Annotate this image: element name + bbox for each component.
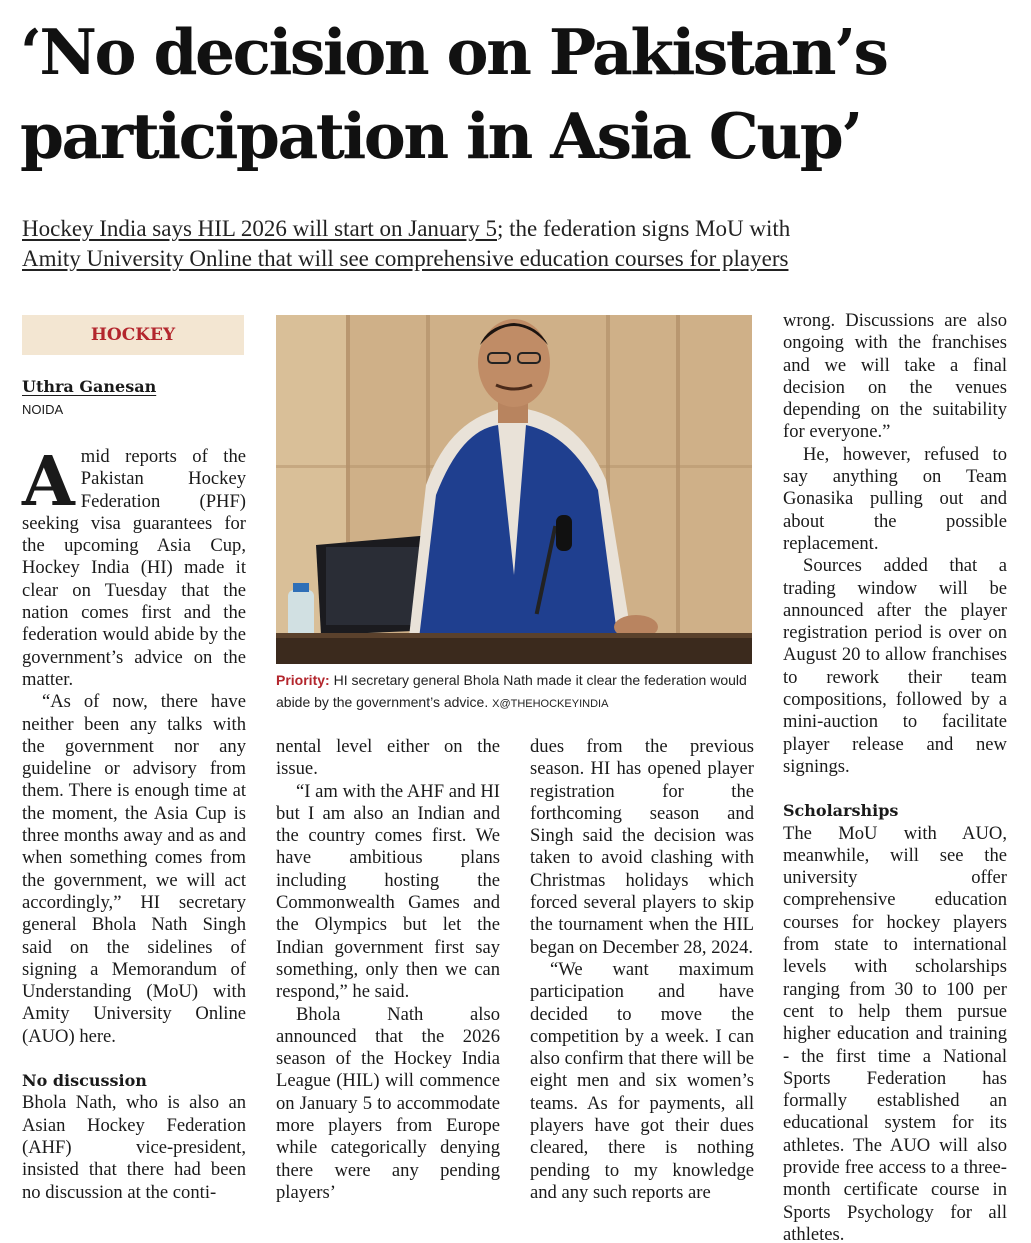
drop-cap: A (22, 442, 75, 522)
body-paragraph: Bhola Nath, who is also an Asian Hockey Federation (AHF) vice-president, insisted that there had been no discussion at the conti- (22, 1092, 246, 1203)
lead-paragraph (22, 442, 246, 691)
dateline: NOIDA (22, 402, 64, 417)
headline-line-2: participation in Asia Cup’ (20, 99, 861, 173)
subhead-no-discussion: No discussion (22, 1071, 147, 1091)
body-paragraph: nental level either on the issue. (276, 736, 500, 780)
article-column-3 (530, 736, 754, 1204)
article-column-1 (22, 442, 246, 1204)
article-column-4 (783, 310, 1007, 1243)
body-paragraph: “As of now, there have neither been any talks with the government nor any guideline or advisory from them. There is enough time at the moment, the Asia Cup is three months away and as and when something comes from the government, we will act accordingly,” HI secretary general Bhola Nath Singh said on the sidelines of signing a Memorandum of Understanding (MoU) with Amity University Online (AUO) here. (22, 691, 246, 1047)
speaker-photo-illustration (276, 315, 752, 664)
photo-caption (276, 669, 758, 715)
caption-text: HI secretary general Bhola Nath made it clear the federation would abide by the government’s advice. (276, 672, 747, 710)
standfirst-underlined: Hockey India says HIL 2026 will start on January 5 (22, 216, 498, 241)
photo-credit: X@THEHOCKEYINDIA (492, 698, 609, 710)
body-paragraph: wrong. Discussions are also ongoing with the franchises and we will take a final decision on the venues depending on the suitability for everyone.” (783, 310, 1007, 443)
standfirst-line-2: Amity University Online that will see comprehensive education courses for players (22, 246, 789, 271)
caption-lead: Priority: (276, 672, 330, 688)
byline: Uthra Ganesan (22, 377, 157, 396)
headline (20, 10, 1020, 178)
body-paragraph: dues from the previous season. HI has opened player registration for the forthcoming season and Singh said the decision was taken to avoid clashing with Christmas holidays which forced several players to skip the tournament when the HIL began on December 28, 2024. (530, 736, 754, 958)
body-paragraph: Sources added that a trading window will be announced after the player registration period is over on August 20 to allow franchises to rework their team compositions, followed by a mini-auction to facilitate player release and new signings. (783, 555, 1007, 777)
headline-line-1: ‘No decision on Pakistan’s (20, 15, 887, 89)
standfirst (22, 214, 1022, 274)
standfirst-rest: ; the federation signs MoU with (497, 216, 791, 241)
section-label: HOCKEY (22, 315, 244, 355)
body-paragraph: The MoU with AUO, meanwhile, will see the university offer comprehensive education courses for hockey players from state to international levels with scholarships ranging from 30 to 100 per cent to help them pursue higher education and training - the first time a National Sports Federation has formally established an educational system for its athletes. The AUO will also provide free access to a three-month certificate course in Sports Psychology for all athletes. (783, 822, 1007, 1243)
body-paragraph: Bhola Nath also announced that the 2026 season of the Hockey India League (HIL) will commence on January 5 to accommodate more players from Europe while categorically denying there were any pending players’ (276, 1003, 500, 1203)
body-paragraph: He, however, refused to say anything on Team Gonasika pulling out and about the possible replacement. (783, 443, 1007, 554)
body-paragraph: “I am with the AHF and HI but I am also an Indian and the country comes first. We have ambitious plans including hosting the Commonwealth Games and the Olympics but let the Indian government first say something, only then we can respond,” he said. (276, 780, 500, 1003)
body-paragraph: “We want maximum participation and have decided to move the competition by a week. I can also confirm that there will be eight men and six women’s teams. As for payments, all players have got their dues cleared, there is nothing pending to my knowledge and any such reports are (530, 958, 754, 1203)
article-photo (276, 315, 752, 664)
subhead-scholarships: Scholarships (783, 801, 899, 821)
article-column-2 (276, 736, 500, 1204)
lead-paragraph-text: mid reports of the Pakistan Hockey Federation (PHF) seeking visa guarantees for the upcoming Asia Cup, Hockey India (HI) made it clear on Tuesday that the nation comes first and the federation would abide by the government’s advice on the matter. (22, 446, 246, 690)
